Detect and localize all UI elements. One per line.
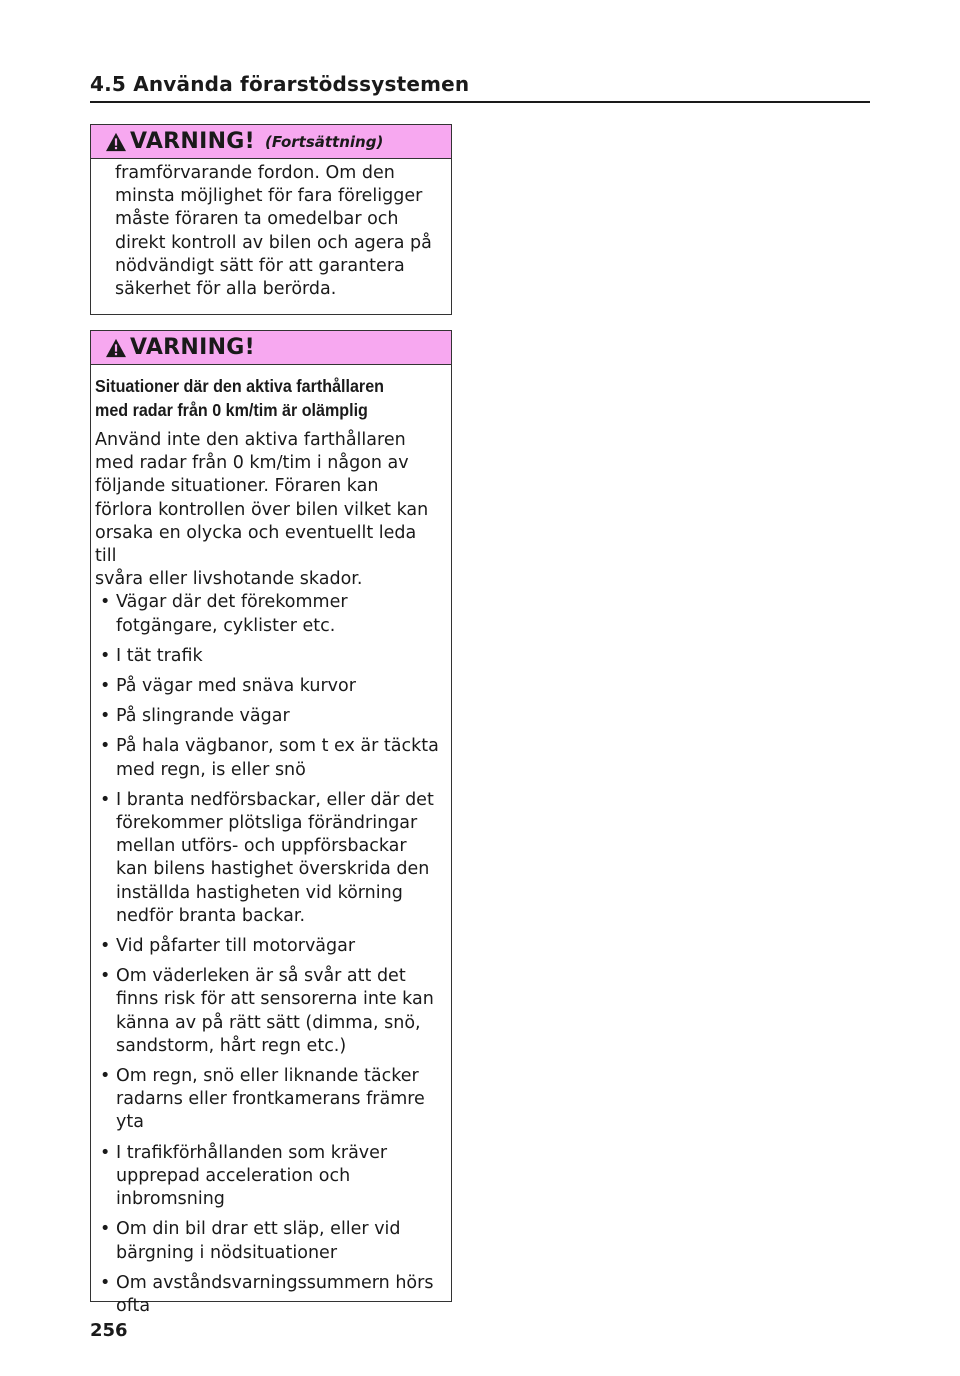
list-item-line: känna av på rätt sätt (dimma, snö,: [116, 1012, 421, 1033]
text-line: framförvarande fordon. Om den: [115, 163, 395, 183]
list-item-line: fotgängare, cyklister etc.: [116, 615, 336, 636]
text-line: Använd inte den aktiva farthållaren: [95, 430, 406, 450]
subheading-line: Situationer där den aktiva farthållaren: [95, 376, 384, 396]
list-item-line: inställda hastigheten vid körning: [116, 882, 403, 903]
list-item-line: • Om avståndsvarningssummern hörs: [116, 1272, 434, 1293]
list-item: [95, 675, 443, 698]
warning-subtitle: (Fortsättning): [265, 132, 384, 151]
list-item-line: upprepad acceleration och: [116, 1165, 351, 1186]
list-item-line: sandstorm, hårt regn etc.): [116, 1035, 347, 1056]
text-line: följande situationer. Föraren kan: [95, 476, 379, 497]
list-item: [95, 1142, 443, 1212]
list-item-line: • I branta nedförsbackar, eller där det: [116, 789, 434, 810]
list-item: [95, 935, 443, 958]
list-item-line: förekommer plötsliga förändringar: [116, 813, 418, 834]
list-item-line: • Om väderleken är så svår att det: [116, 966, 406, 987]
list-item-line: • I trafikförhållanden som kräver: [116, 1142, 388, 1163]
warning-title: VARNING!: [130, 335, 256, 360]
warning-subheading: [95, 375, 426, 422]
list-item-line: • Om regn, snö eller liknande täcker: [116, 1066, 419, 1087]
list-item-line: inbromsning: [116, 1189, 225, 1210]
list-item-line: ofta: [116, 1295, 151, 1316]
warning-text: [91, 159, 451, 301]
list-item-line: bärgning i nödsituationer: [116, 1242, 338, 1263]
list-item: [95, 645, 443, 668]
list-item: [95, 1218, 443, 1264]
header-rule: [90, 101, 870, 103]
section-header: 4.5 Använda förarstödssystemen: [90, 72, 470, 96]
warning-box-continued: [90, 124, 452, 315]
list-item: [95, 1272, 443, 1318]
text-line: måste föraren ta omedelbar och: [115, 209, 399, 230]
text-line: säkerhet för alla berörda.: [115, 279, 337, 300]
warning-box: [90, 330, 452, 1316]
warning-triangle-icon: [105, 132, 127, 152]
list-item-line: med regn, is eller snö: [116, 759, 306, 780]
list-item-line: radarns eller frontkamerans främre: [116, 1089, 425, 1110]
text-line: med radar från 0 km/tim i någon av: [95, 453, 409, 474]
warning-body: [91, 365, 451, 1318]
text-line: svåra eller livshotande skador.: [95, 569, 363, 590]
page-number: 256: [90, 1320, 128, 1341]
intro-paragraph: [95, 429, 443, 591]
list-item-line: • I tät trafik: [116, 645, 203, 666]
text-line: minsta möjlighet för fara föreligger: [115, 186, 423, 207]
subheading-line: med radar från 0 km/tim är olämplig: [95, 399, 368, 420]
list-item-line: • På hala vägbanor, som t ex är täckta: [116, 736, 439, 757]
list-item: [95, 965, 443, 1058]
text-line: orsaka en olycka och eventuellt leda till: [95, 522, 417, 567]
text-line: förlora kontrollen över bilen vilket kan: [95, 499, 429, 520]
list-item-line: nedför branta backar.: [116, 905, 306, 926]
warning-title: VARNING!: [130, 129, 256, 154]
list-item-line: • Om din bil drar ett släp, eller vid: [116, 1219, 401, 1240]
text-line: direkt kontroll av bilen och agera på: [115, 232, 432, 253]
warning-banner: [91, 125, 451, 159]
list-item: [95, 705, 443, 728]
list-item: [95, 735, 443, 781]
list-item-line: • Vid påfarter till motorvägar: [116, 936, 356, 957]
list-item-line: • På vägar med snäva kurvor: [116, 676, 356, 697]
list-item: [95, 591, 443, 637]
list-item: [95, 789, 443, 928]
list-item-line: • Vägar där det förekommer: [116, 592, 348, 613]
list-item-line: finns risk för att sensorerna inte kan: [116, 989, 434, 1010]
list-item-line: mellan utförs- och uppförsbackar: [116, 836, 407, 857]
list-item-line: yta: [116, 1112, 144, 1133]
list-item: [95, 1065, 443, 1135]
bullet-list: [95, 591, 443, 1318]
text-line: nödvändigt sätt för att garantera: [115, 255, 405, 276]
warning-banner: [91, 331, 451, 365]
list-item-line: • På slingrande vägar: [116, 706, 290, 727]
warning-triangle-icon: [105, 338, 127, 358]
list-item-line: kan bilens hastighet överskrida den: [116, 859, 430, 880]
